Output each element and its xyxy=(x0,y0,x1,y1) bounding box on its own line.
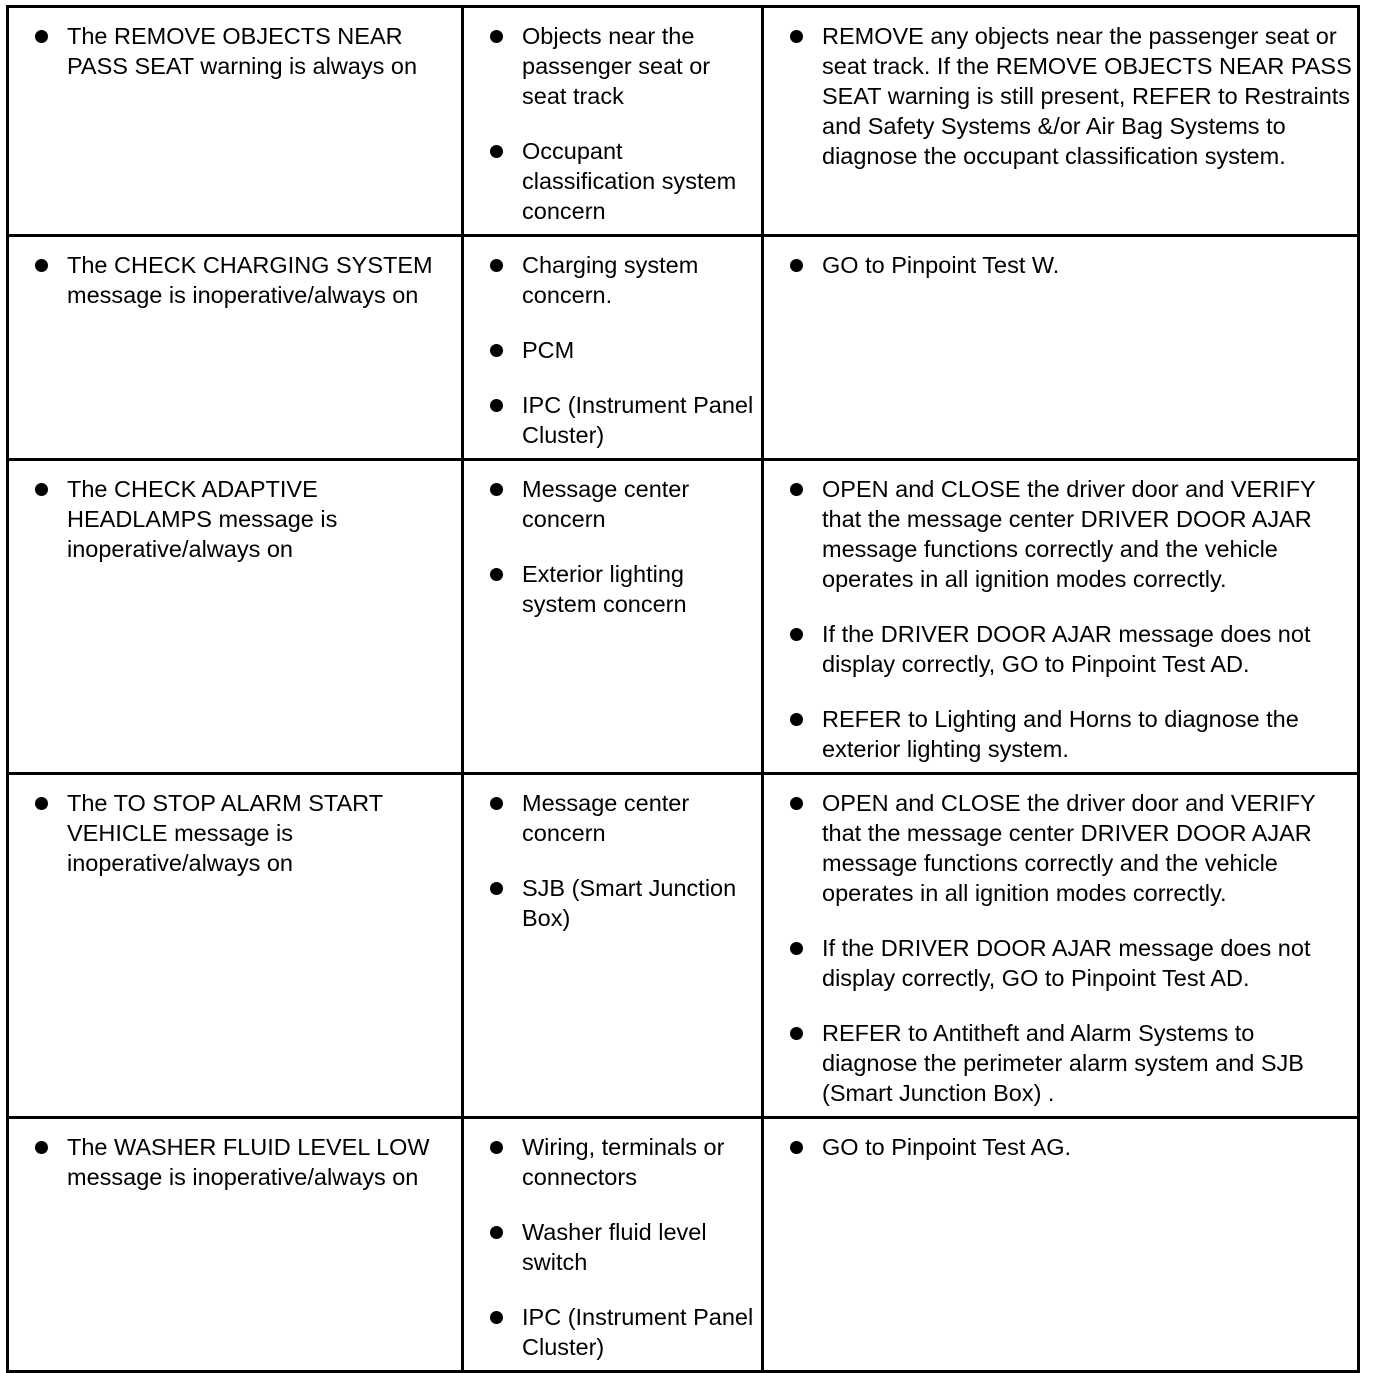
bullet-item: Message center concern xyxy=(484,788,757,848)
condition-cell xyxy=(8,7,463,236)
table-row xyxy=(8,460,1359,774)
table-row xyxy=(8,7,1359,236)
bullet-item: PCM xyxy=(484,335,757,365)
bullet-item: Objects near the passenger seat or seat track xyxy=(484,21,757,111)
bullet-item: The CHECK CHARGING SYSTEM message is inoperative/always on xyxy=(29,250,457,310)
bullet-item: REMOVE any objects near the passenger seat or seat track. If the REMOVE OBJECTS NEAR PASS SEAT warning is still present, REFER to Restraints and Safety Systems &/or Air Bag Systems to diagnose the occupant classification system. xyxy=(784,21,1353,171)
cause-cell xyxy=(463,1118,763,1372)
action-cell xyxy=(763,774,1359,1118)
bullet-item: REFER to Lighting and Horns to diagnose the exterior lighting system. xyxy=(784,704,1353,764)
action-cell xyxy=(763,460,1359,774)
bullet-item: REFER to Antitheft and Alarm Systems to diagnose the perimeter alarm system and SJB (Smart Junction Box) . xyxy=(784,1018,1353,1108)
bullet-item: Washer fluid level switch xyxy=(484,1217,757,1277)
cause-cell xyxy=(463,774,763,1118)
bullet-item: GO to Pinpoint Test AG. xyxy=(784,1132,1353,1162)
cause-cell xyxy=(463,7,763,236)
bullet-item: OPEN and CLOSE the driver door and VERIFY that the message center DRIVER DOOR AJAR message functions correctly and the vehicle operates in all ignition modes correctly. xyxy=(784,474,1353,594)
bullet-item: Occupant classification system concern xyxy=(484,136,757,226)
action-cell xyxy=(763,1118,1359,1372)
diagnostic-table xyxy=(6,5,1360,1373)
bullet-item: IPC (Instrument Panel Cluster) xyxy=(484,390,757,450)
bullet-item: The REMOVE OBJECTS NEAR PASS SEAT warning is always on xyxy=(29,21,457,81)
bullet-item: If the DRIVER DOOR AJAR message does not display correctly, GO to Pinpoint Test AD. xyxy=(784,619,1353,679)
condition-cell xyxy=(8,774,463,1118)
cause-cell xyxy=(463,460,763,774)
bullet-item: SJB (Smart Junction Box) xyxy=(484,873,757,933)
action-cell xyxy=(763,7,1359,236)
bullet-item: The CHECK ADAPTIVE HEADLAMPS message is inoperative/always on xyxy=(29,474,457,564)
condition-cell xyxy=(8,236,463,460)
bullet-item: Charging system concern. xyxy=(484,250,757,310)
table-row xyxy=(8,774,1359,1118)
table-row xyxy=(8,236,1359,460)
action-cell xyxy=(763,236,1359,460)
condition-cell xyxy=(8,460,463,774)
bullet-item: Exterior lighting system concern xyxy=(484,559,757,619)
bullet-item: If the DRIVER DOOR AJAR message does not display correctly, GO to Pinpoint Test AD. xyxy=(784,933,1353,993)
cause-cell xyxy=(463,236,763,460)
bullet-item: The TO STOP ALARM START VEHICLE message is inoperative/always on xyxy=(29,788,457,878)
bullet-item: OPEN and CLOSE the driver door and VERIFY that the message center DRIVER DOOR AJAR message functions correctly and the vehicle operates in all ignition modes correctly. xyxy=(784,788,1353,908)
condition-cell xyxy=(8,1118,463,1372)
bullet-item: Wiring, terminals or connectors xyxy=(484,1132,757,1192)
bullet-item: Message center concern xyxy=(484,474,757,534)
table-row xyxy=(8,1118,1359,1372)
bullet-item: The WASHER FLUID LEVEL LOW message is inoperative/always on xyxy=(29,1132,457,1192)
bullet-item: IPC (Instrument Panel Cluster) xyxy=(484,1302,757,1362)
bullet-item: GO to Pinpoint Test W. xyxy=(784,250,1353,280)
